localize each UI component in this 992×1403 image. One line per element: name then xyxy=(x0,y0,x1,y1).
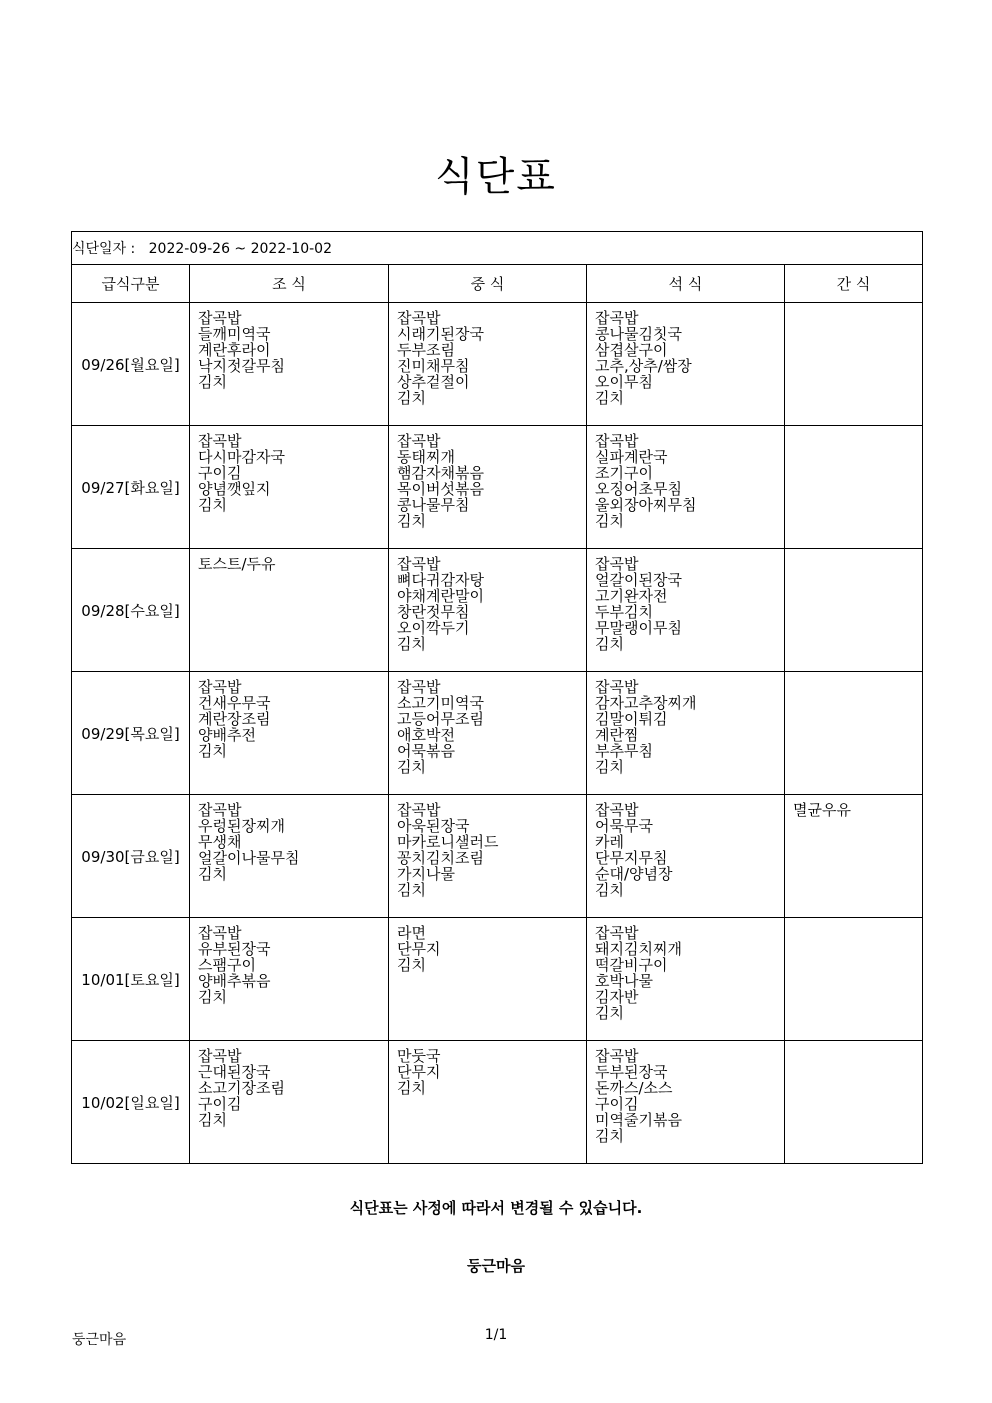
menu-item: 잡곡밥 xyxy=(198,1047,242,1065)
menu-item: 김치 xyxy=(198,865,227,882)
day-row xyxy=(72,795,923,918)
snack-cell xyxy=(785,426,923,549)
menu-item: 오징어초무침 xyxy=(595,480,682,498)
menu-item: 얼갈이나물무침 xyxy=(198,849,300,867)
menu-item: 낙지젓갈무침 xyxy=(198,357,285,375)
breakfast-cell xyxy=(190,1041,389,1164)
menu-item: 떡갈비구이 xyxy=(595,956,668,974)
breakfast-cell xyxy=(190,426,389,549)
menu-item: 가지나물 xyxy=(397,865,455,883)
lunch-cell xyxy=(389,795,587,918)
day-row xyxy=(72,549,923,672)
snack-list xyxy=(785,672,922,679)
period-value: 2022-09-26 ~ 2022-10-02 xyxy=(148,241,332,257)
menu-item: 무말랭이무침 xyxy=(595,619,682,637)
menu-item: 잡곡밥 xyxy=(198,678,242,696)
snack-cell xyxy=(785,795,923,918)
menu-item: 잡곡밥 xyxy=(198,924,242,942)
menu-item: 김치 xyxy=(198,373,227,390)
dinner-list xyxy=(587,918,784,1021)
menu-item: 목이버섯볶음 xyxy=(397,480,484,498)
day-date: 09/28[수요일] xyxy=(72,549,190,672)
breakfast-list xyxy=(190,1041,388,1128)
dinner-cell xyxy=(587,303,785,426)
snack-list xyxy=(785,303,922,310)
menu-item: 호박나물 xyxy=(595,972,653,990)
menu-item: 김치 xyxy=(595,635,624,652)
menu-item: 울외장아찌무침 xyxy=(595,496,697,514)
dinner-cell xyxy=(587,672,785,795)
menu-item: 잡곡밥 xyxy=(595,309,639,327)
menu-item: 단무지 xyxy=(397,940,441,958)
breakfast-cell xyxy=(190,795,389,918)
menu-item: 잡곡밥 xyxy=(595,678,639,696)
menu-item: 애호박전 xyxy=(397,726,455,744)
menu-item: 다시마감자국 xyxy=(198,448,285,466)
lunch-cell xyxy=(389,426,587,549)
menu-item: 김치 xyxy=(595,1004,624,1021)
dinner-list xyxy=(587,303,784,406)
menu-item: 구이김 xyxy=(198,1095,242,1113)
day-date: 10/02[일요일] xyxy=(72,1041,190,1164)
page-number: 1/1 xyxy=(484,1327,508,1343)
dinner-list xyxy=(587,795,784,898)
menu-item: 오이무침 xyxy=(595,373,653,391)
menu-item: 김치 xyxy=(397,635,426,652)
menu-item: 잡곡밥 xyxy=(595,432,639,450)
breakfast-cell xyxy=(190,672,389,795)
menu-item: 김치 xyxy=(198,1111,227,1128)
menu-item: 어묵볶음 xyxy=(397,742,455,760)
breakfast-list xyxy=(190,549,388,572)
menu-item: 동태찌개 xyxy=(397,448,455,466)
dinner-cell xyxy=(587,918,785,1041)
menu-item: 잡곡밥 xyxy=(397,678,441,696)
menu-item: 김치 xyxy=(397,956,426,973)
lunch-cell xyxy=(389,672,587,795)
menu-item: 소고기장조림 xyxy=(198,1079,285,1097)
menu-item: 미역줄기볶음 xyxy=(595,1111,682,1129)
page-title: 식단표 xyxy=(435,154,557,200)
menu-item: 카레 xyxy=(595,833,624,851)
menu-item: 콩나물김칫국 xyxy=(595,325,682,343)
menu-item: 김말이튀김 xyxy=(595,710,668,728)
menu-item: 잡곡밥 xyxy=(595,924,639,942)
lunch-list xyxy=(389,426,586,529)
menu-item: 라면 xyxy=(397,924,426,942)
breakfast-list xyxy=(190,795,388,882)
day-date: 10/01[토요일] xyxy=(72,918,190,1041)
dinner-list xyxy=(587,1041,784,1144)
menu-item: 마카로니샐러드 xyxy=(397,833,499,851)
day-row xyxy=(72,918,923,1041)
lunch-list xyxy=(389,1041,586,1096)
menu-item: 양념깻잎지 xyxy=(198,480,271,498)
menu-item: 순대/양념장 xyxy=(595,865,673,883)
lunch-cell xyxy=(389,918,587,1041)
period-cell xyxy=(72,232,923,265)
menu-item: 건새우무국 xyxy=(198,694,271,712)
menu-item: 들깨미역국 xyxy=(198,325,271,343)
snack-list xyxy=(785,549,922,556)
snack-cell xyxy=(785,672,923,795)
menu-item: 고등어무조림 xyxy=(397,710,484,728)
meal-table xyxy=(71,231,923,1164)
menu-item: 잡곡밥 xyxy=(595,555,639,573)
menu-item: 스팸구이 xyxy=(198,956,256,974)
dinner-cell xyxy=(587,795,785,918)
menu-item: 유부된장국 xyxy=(198,940,271,958)
menu-item: 시래기된장국 xyxy=(397,325,484,343)
menu-item: 구이김 xyxy=(198,464,242,482)
dinner-list xyxy=(587,672,784,775)
snack-cell xyxy=(785,549,923,672)
header-breakfast: 조 식 xyxy=(190,265,389,303)
menu-item: 햄감자채볶음 xyxy=(397,464,484,482)
menu-item: 야채계란말이 xyxy=(397,587,484,605)
menu-item: 김치 xyxy=(595,512,624,529)
day-row xyxy=(72,426,923,549)
menu-item: 돈까스/소스 xyxy=(595,1079,673,1097)
breakfast-cell xyxy=(190,303,389,426)
menu-item: 김치 xyxy=(397,512,426,529)
breakfast-cell xyxy=(190,549,389,672)
day-date: 09/29[목요일] xyxy=(72,672,190,795)
menu-item: 감자고추장찌개 xyxy=(595,694,697,712)
menu-item: 꽁치김치조림 xyxy=(397,849,484,867)
menu-item: 김치 xyxy=(595,881,624,898)
lunch-cell xyxy=(389,303,587,426)
snack-list xyxy=(785,795,922,818)
lunch-list xyxy=(389,303,586,406)
menu-item: 두부김치 xyxy=(595,603,653,621)
lunch-list xyxy=(389,918,586,973)
menu-item: 근대된장국 xyxy=(198,1063,271,1081)
menu-item: 잡곡밥 xyxy=(397,801,441,819)
breakfast-cell xyxy=(190,918,389,1041)
menu-item: 우렁된장찌개 xyxy=(198,817,285,835)
organization-name: 둥근마음 xyxy=(467,1257,525,1275)
menu-item: 아욱된장국 xyxy=(397,817,470,835)
menu-item: 소고기미역국 xyxy=(397,694,484,712)
dinner-cell xyxy=(587,426,785,549)
lunch-cell xyxy=(389,1041,587,1164)
menu-item: 계란후라이 xyxy=(198,341,271,359)
snack-list xyxy=(785,1041,922,1048)
menu-item: 잡곡밥 xyxy=(198,432,242,450)
breakfast-list xyxy=(190,426,388,513)
menu-item: 두부된장국 xyxy=(595,1063,668,1081)
header-snack: 간 식 xyxy=(785,265,923,303)
menu-item: 고기완자전 xyxy=(595,587,668,605)
day-date: 09/26[월요일] xyxy=(72,303,190,426)
menu-item: 김치 xyxy=(595,758,624,775)
menu-item: 김치 xyxy=(198,742,227,759)
menu-item: 멸균우유 xyxy=(793,801,851,818)
header-lunch: 중 식 xyxy=(389,265,587,303)
lunch-list xyxy=(389,549,586,652)
menu-item: 잡곡밥 xyxy=(397,432,441,450)
menu-item: 콩나물무침 xyxy=(397,496,470,514)
breakfast-list xyxy=(190,918,388,1005)
day-row xyxy=(72,1041,923,1164)
meal-rows xyxy=(72,303,923,1164)
period-label: 식단일자 : xyxy=(72,241,136,257)
menu-item: 김치 xyxy=(397,758,426,775)
menu-item: 토스트/두유 xyxy=(198,555,276,572)
notice-text: 식단표는 사정에 따라서 변경될 수 있습니다. xyxy=(349,1199,643,1217)
snack-list xyxy=(785,918,922,925)
footer-organization: 둥근마음 xyxy=(72,1332,127,1348)
menu-item: 진미채무침 xyxy=(397,357,470,375)
dinner-cell xyxy=(587,549,785,672)
lunch-list xyxy=(389,672,586,775)
lunch-list xyxy=(389,795,586,898)
period-row xyxy=(72,232,923,265)
snack-cell xyxy=(785,303,923,426)
menu-item: 만둣국 xyxy=(397,1047,441,1065)
menu-item: 잡곡밥 xyxy=(595,801,639,819)
menu-item: 부추무침 xyxy=(595,742,653,760)
dinner-list xyxy=(587,426,784,529)
menu-item: 창란젓무침 xyxy=(397,603,470,621)
menu-item: 양배추전 xyxy=(198,726,256,744)
menu-item: 잡곡밥 xyxy=(595,1047,639,1065)
menu-item: 구이김 xyxy=(595,1095,639,1113)
menu-item: 단무지무침 xyxy=(595,849,668,867)
menu-item: 조기구이 xyxy=(595,464,653,482)
menu-item: 잡곡밥 xyxy=(198,801,242,819)
menu-item: 어묵무국 xyxy=(595,817,653,835)
menu-item: 돼지김치찌개 xyxy=(595,940,682,958)
menu-item: 오이깍두기 xyxy=(397,619,470,637)
day-row xyxy=(72,672,923,795)
menu-item: 김치 xyxy=(397,881,426,898)
day-date: 09/27[화요일] xyxy=(72,426,190,549)
snack-cell xyxy=(785,918,923,1041)
menu-item: 상추겉절이 xyxy=(397,373,470,391)
header-dinner: 석 식 xyxy=(587,265,785,303)
menu-item: 잡곡밥 xyxy=(198,309,242,327)
lunch-cell xyxy=(389,549,587,672)
menu-item: 뼈다귀감자탕 xyxy=(397,571,484,589)
menu-item: 계란찜 xyxy=(595,726,639,744)
menu-item: 단무지 xyxy=(397,1063,441,1081)
menu-item: 김치 xyxy=(595,389,624,406)
menu-item: 김치 xyxy=(198,496,227,513)
menu-item: 잡곡밥 xyxy=(397,555,441,573)
menu-item: 잡곡밥 xyxy=(397,309,441,327)
day-row xyxy=(72,303,923,426)
menu-item: 계란장조림 xyxy=(198,710,271,728)
menu-item: 김치 xyxy=(198,988,227,1005)
menu-item: 김자반 xyxy=(595,988,639,1006)
snack-list xyxy=(785,426,922,433)
menu-item: 실파계란국 xyxy=(595,448,668,466)
menu-item: 양배추볶음 xyxy=(198,972,271,990)
header-row xyxy=(72,265,923,303)
day-date: 09/30[금요일] xyxy=(72,795,190,918)
header-category: 급식구분 xyxy=(72,265,190,303)
breakfast-list xyxy=(190,672,388,759)
menu-item: 삼겹살구이 xyxy=(595,341,668,359)
menu-item: 무생채 xyxy=(198,833,242,851)
menu-item: 김치 xyxy=(397,389,426,406)
dinner-cell xyxy=(587,1041,785,1164)
menu-item: 고추,상추/쌈장 xyxy=(595,357,692,375)
menu-item: 김치 xyxy=(397,1079,426,1096)
menu-item: 두부조림 xyxy=(397,341,455,359)
breakfast-list xyxy=(190,303,388,390)
dinner-list xyxy=(587,549,784,652)
menu-item: 얼갈이된장국 xyxy=(595,571,682,589)
menu-item: 김치 xyxy=(595,1127,624,1144)
snack-cell xyxy=(785,1041,923,1164)
